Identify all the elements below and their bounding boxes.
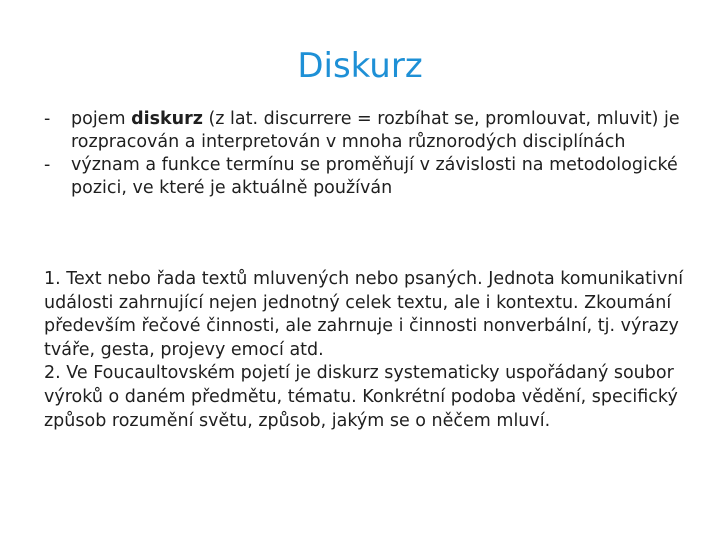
bullet-item-meaning [44, 154, 694, 200]
paragraph-2: 2. Ve Foucaultovském pojetí je diskurz systematicky uspořádaný soubor výroků o daném předmětu, tématu. Konkrétní podoba vědění, specifický způsob rozumění světu, způsob, jakým se o něčem mluví. [44, 363, 678, 431]
bullet-text: význam a funkce termínu se proměňují v závislosti na metodologické pozici, ve které je aktuálně používán [71, 155, 678, 198]
bullet-dash: - [44, 155, 51, 175]
bullet-text-rest: (z lat. discurrere = rozbíhat se, promlouvat, mluvit) je rozpracován a interpretován v mnoha různorodých disciplínách [71, 109, 680, 152]
bullet-text-prefix: pojem [71, 109, 132, 129]
bullet-dash: - [44, 109, 51, 129]
paragraph-1: 1. Text nebo řada textů mluvených nebo psaných. Jednota komunikativní události zahrnující nejen jednotný celek textu, ale i kontextu. Zkoumání především řečové činnosti, ale zahrnuje i činnosti nonverbální, tj. výrazy tváře, gesta, projevy emocí atd. [44, 269, 684, 360]
bullet-item-definition [44, 108, 694, 154]
bullet-list [44, 108, 694, 200]
slide-title: Diskurz [297, 46, 423, 86]
numbered-paragraphs [44, 268, 694, 433]
bullet-bold-term: diskurz [131, 109, 203, 129]
